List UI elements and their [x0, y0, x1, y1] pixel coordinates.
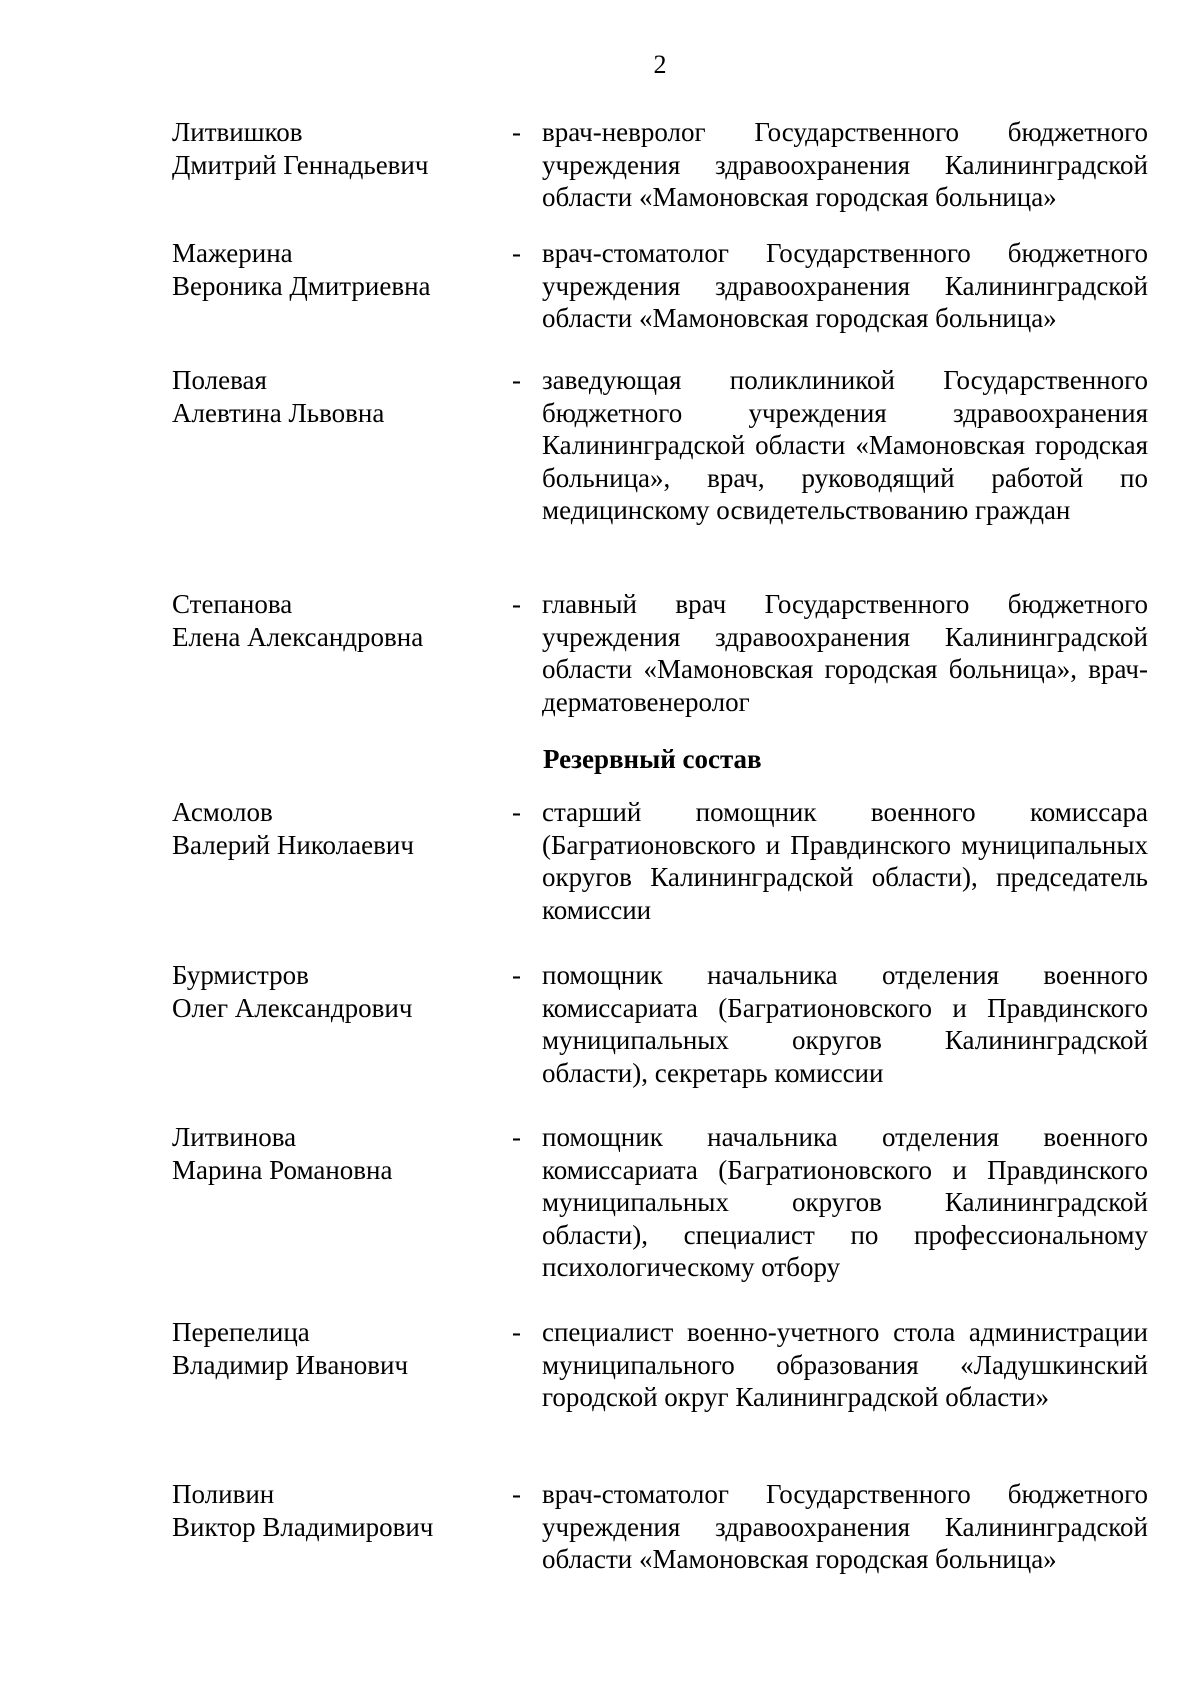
member-name [172, 588, 512, 718]
member-surname: Литвинова [172, 1122, 297, 1152]
dash-separator: - [512, 1317, 521, 1347]
member-name [172, 116, 512, 214]
reserve-section-heading: Резервный состав [543, 744, 762, 774]
reserve-member-entry [172, 1121, 1162, 1284]
member-position: старший помощник военного комиссара (Багратионовского и Правдинского муниципальных округов Калининградской области), председатель комиссии [542, 797, 1148, 925]
member-given-names: Елена Александровна [172, 621, 424, 652]
member-entry [172, 237, 1162, 335]
member-name [172, 1478, 512, 1576]
dash-separator: - [512, 960, 521, 990]
member-surname: Мажерина [172, 238, 293, 268]
reserve-member-entry [172, 1316, 1162, 1414]
member-surname: Литвишков [172, 117, 303, 147]
dash-separator: - [512, 1479, 521, 1509]
member-given-names: Виктор Владимирович [172, 1511, 434, 1542]
member-given-names: Дмитрий Геннадьевич [172, 149, 429, 180]
member-surname: Полевая [172, 365, 267, 395]
member-surname: Перепелица [172, 1317, 310, 1347]
page-number: 2 [653, 50, 667, 79]
dash-separator: - [512, 365, 521, 395]
member-given-names: Марина Романовна [172, 1154, 393, 1185]
dash-separator: - [512, 238, 521, 268]
reserve-member-entry [172, 959, 1162, 1089]
dash-separator: - [512, 1122, 521, 1152]
member-position: помощник начальника отделения военного комиссариата (Багратионовского и Правдинского муниципальных округов Калининградской области), секретарь комиссии [542, 960, 1148, 1088]
reserve-member-entry [172, 1478, 1162, 1576]
member-position: помощник начальника отделения военного комиссариата (Багратионовского и Правдинского муниципальных округов Калининградской области), специалист по профессиональному психологическому отбору [542, 1122, 1148, 1282]
member-position: врач-стоматолог Государственного бюджетного учреждения здравоохранения Калининградской области «Мамоновская городская больница» [542, 238, 1148, 333]
member-position: заведующая поликлиникой Государственного бюджетного учреждения здравоохранения Калининградской области «Мамоновская городская больница», врач, руководящий работой по медицинскому освидетельствованию граждан [542, 365, 1148, 525]
member-position: врач-невролог Государственного бюджетного учреждения здравоохранения Калининградской области «Мамоновская городская больница» [542, 117, 1148, 212]
member-name [172, 959, 512, 1089]
member-given-names: Алевтина Львовна [172, 397, 385, 428]
member-position: специалист военно-учетного стола администрации муниципального образования «Ладушкинский городской округ Калининградской области» [542, 1317, 1148, 1412]
member-name [172, 796, 512, 926]
member-entry [172, 116, 1162, 214]
member-name [172, 1316, 512, 1414]
member-entry [172, 364, 1162, 527]
member-given-names: Вероника Дмитриевна [172, 270, 431, 301]
member-name [172, 364, 512, 527]
member-given-names: Валерий Николаевич [172, 829, 414, 860]
member-position: главный врач Государственного бюджетного учреждения здравоохранения Калининградской области «Мамоновская городская больница», врач-дерматовенеролог [542, 589, 1148, 717]
reserve-member-entry [172, 796, 1162, 926]
dash-separator: - [512, 797, 521, 827]
member-surname: Степанова [172, 589, 293, 619]
dash-separator: - [512, 589, 521, 619]
member-given-names: Олег Александрович [172, 992, 413, 1023]
member-surname: Асмолов [172, 797, 273, 827]
member-given-names: Владимир Иванович [172, 1349, 409, 1380]
member-surname: Поливин [172, 1479, 275, 1509]
member-position: врач-стоматолог Государственного бюджетного учреждения здравоохранения Калининградской области «Мамоновская городская больница» [542, 1479, 1148, 1574]
member-entry [172, 588, 1162, 718]
member-surname: Бурмистров [172, 960, 309, 990]
dash-separator: - [512, 117, 521, 147]
member-name [172, 1121, 512, 1284]
member-name [172, 237, 512, 335]
